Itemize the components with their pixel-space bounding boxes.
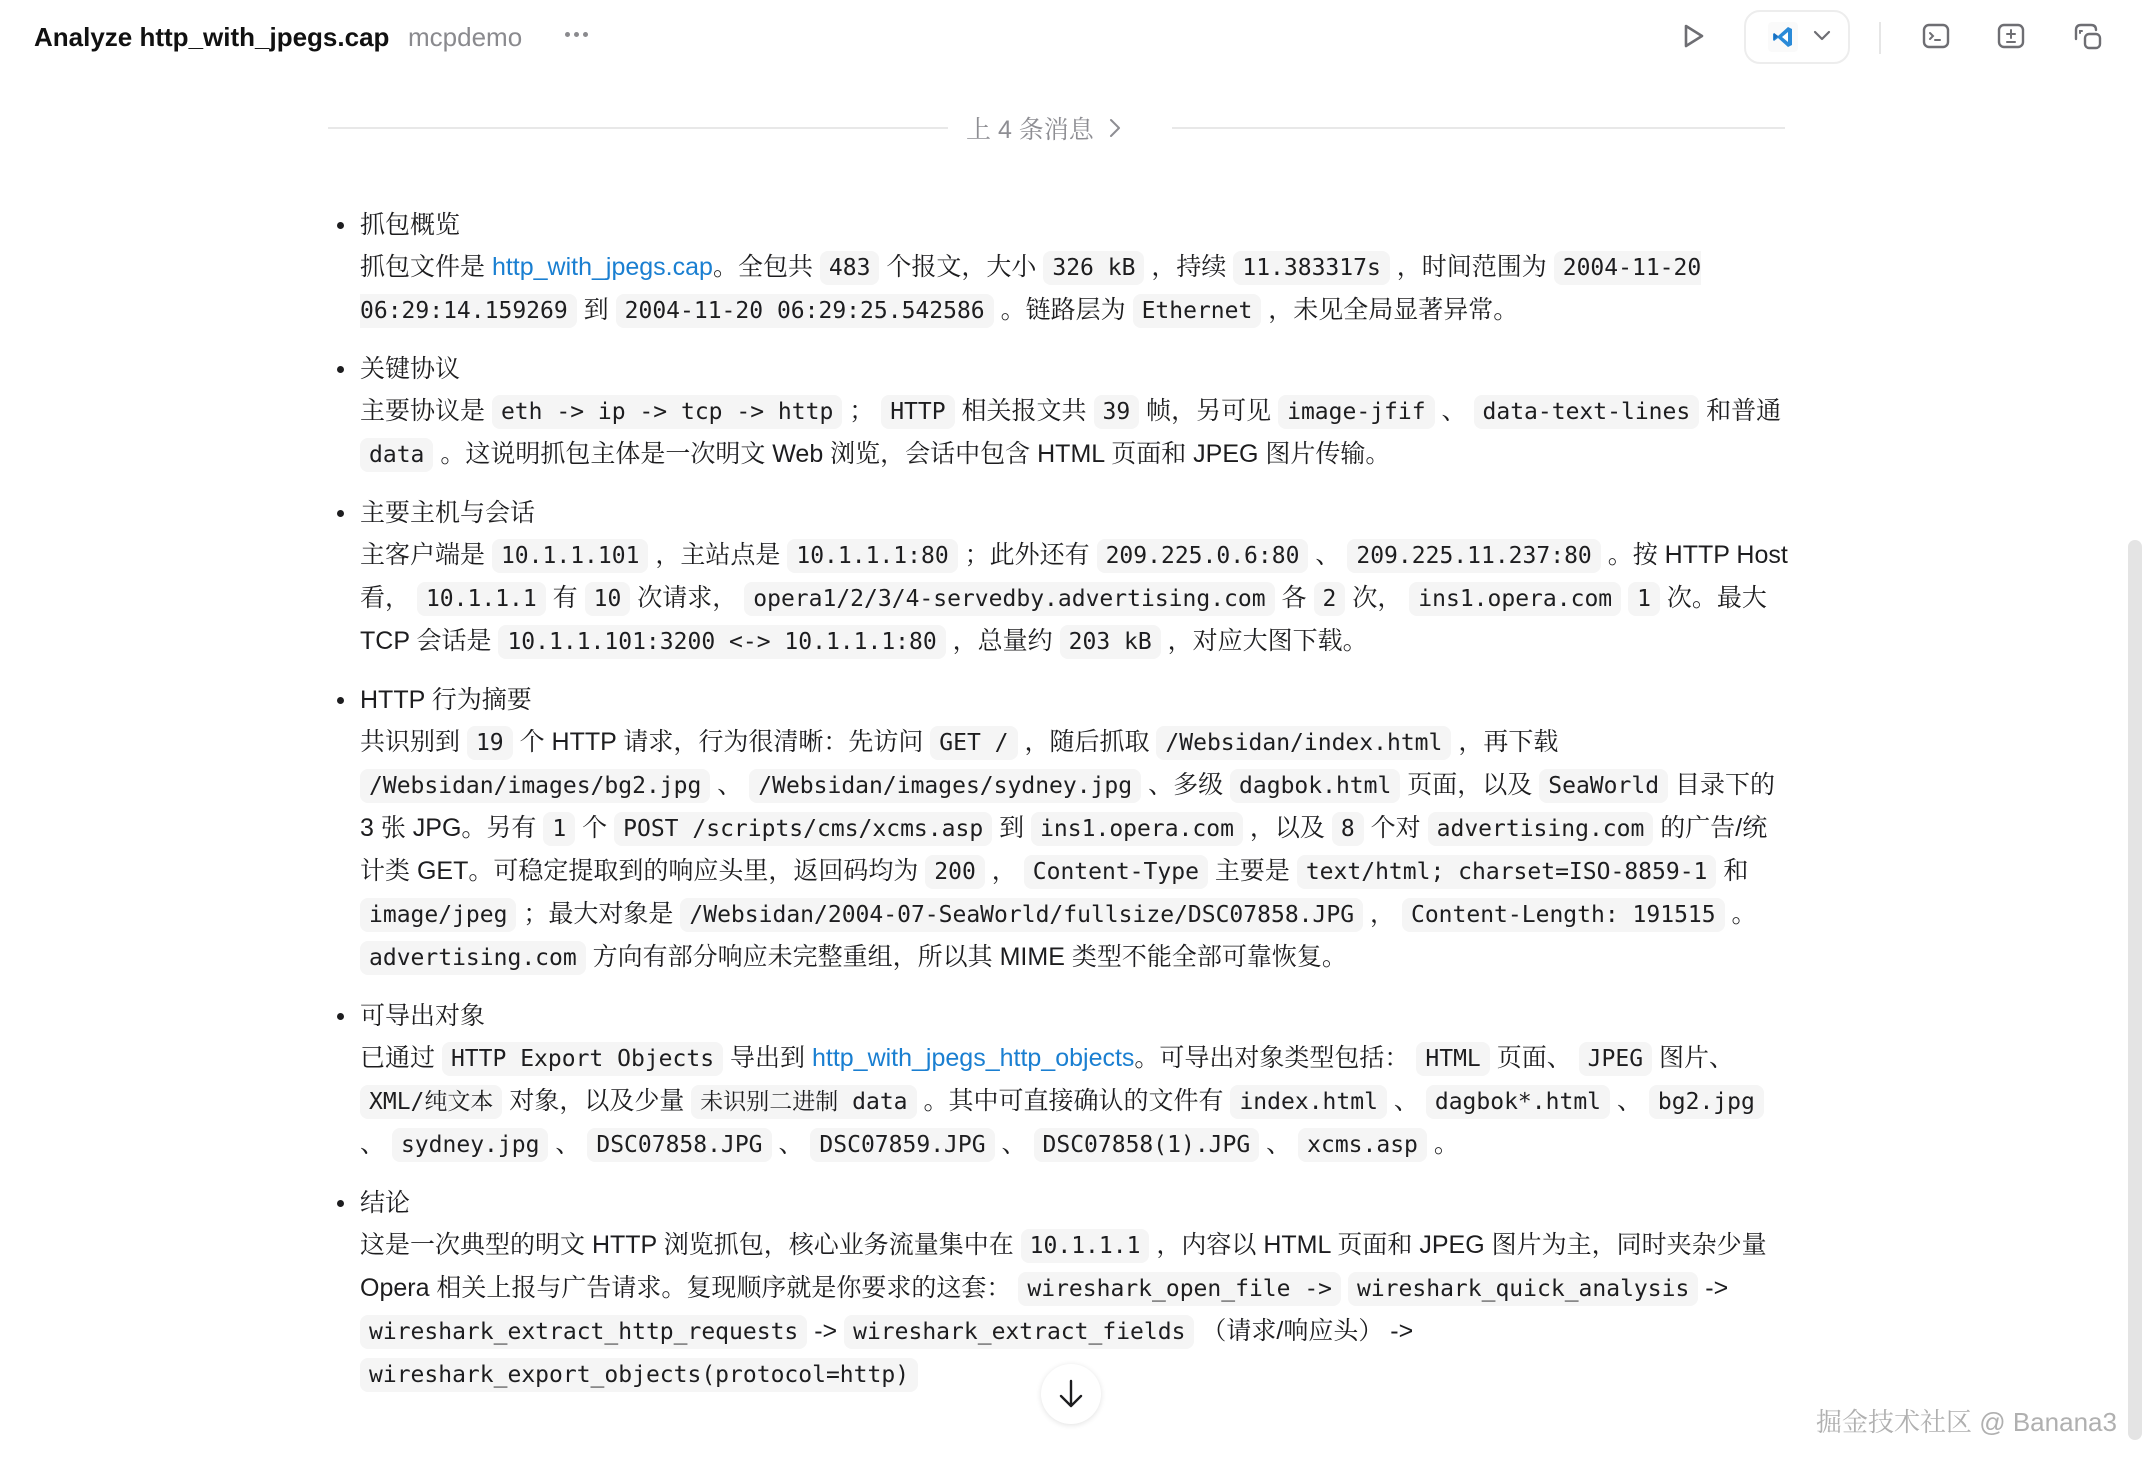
previous-messages-divider [328,108,1785,148]
text-run: 到 [992,814,1032,842]
inline-code: wireshark_quick_analysis [1348,1272,1698,1306]
text-run: 。其中可直接确认的文件有 [916,1087,1231,1115]
inline-code: POST /scripts/cms/xcms.asp [614,812,992,846]
text-run: 主要是 [1207,857,1297,885]
text-run: 。这说明抓包主体是一次明文 Web 浏览，会话中包含 HTML 页面和 JPEG 图片传输。 [433,440,1391,468]
text-run: 的广告/统计类 GET。可稳定提取到的响应头里，返回码均为 [360,814,1768,885]
bullet [337,222,344,229]
text-run: 、 [360,1130,392,1158]
inline-code: data [360,438,433,472]
text-run: ，总量约 [945,627,1060,655]
text-run: ，主站点是 [648,541,788,569]
inline-code: index.html [1230,1085,1386,1119]
copy-window-icon [2072,21,2104,51]
copy-window-button[interactable] [2072,20,2104,52]
text-run: ，以及 [1242,814,1332,842]
ellipsis-icon [565,32,570,37]
inline-code: 19 [467,726,513,760]
inline-code: 200 [925,855,985,889]
text-run: 个对 [1363,814,1428,842]
section-hosts-sessions [330,492,1790,663]
text-run: 已通过 [360,1044,442,1072]
inline-code: DSC07858.JPG [587,1128,771,1162]
text-run: 次， [1345,584,1410,612]
inline-code: opera1/2/3/4-servedby.advertising.com [744,582,1274,616]
text-run: 、 [1610,1087,1649,1115]
text-run: 主要协议是 [360,397,492,425]
inline-code: /Websidan/index.html [1156,726,1451,760]
inline-code: eth -> ip -> tcp -> http [492,395,842,429]
text-run: 。 [1426,1130,1459,1158]
text-run: 页面，以及 [1400,771,1540,799]
inline-code: 11.383317s [1233,251,1389,285]
bullet [337,697,344,704]
text-run: 次请求， [630,584,745,612]
text-run: 有 [545,584,585,612]
text-run: 和 [1716,857,1749,885]
inline-code: dagbok*.html [1426,1085,1610,1119]
inline-code: 10.1.1.101 [492,539,648,573]
text-run: 帧，另可见 [1139,397,1279,425]
show-previous-messages-button[interactable] [966,108,1122,148]
inline-code: /Websidan/2004-07-SeaWorld/fullsize/DSC07858.JPG [680,898,1363,932]
section-conclusion [330,1182,1790,1396]
text-run: ，对应大图下载。 [1160,627,1368,655]
inline-code: JPEG [1579,1042,1652,1076]
text-run: 这是一次典型的明文 HTTP 浏览抓包，核心业务流量集中在 [360,1231,1021,1259]
inline-code: Ethernet [1133,294,1262,328]
inline-code: 209.225.0.6:80 [1097,539,1309,573]
text-run: 。全包共 [712,253,820,281]
section-title: 结论 [360,1189,411,1217]
text-run: ，内容以 HTML 页面和 JPEG 图片为主，同时夹杂少量 Opera 相关上报与广告请求。复现顺序就是你要求的这套： [360,1231,1767,1302]
inline-code: 1 [1628,582,1660,616]
section-key-protocols [330,348,1790,476]
text-run: 次。最大 TCP 会话是 [360,584,1767,655]
section-http-summary [330,679,1790,979]
inline-code: wireshark_open_file -> [1018,1272,1341,1306]
more-options-button[interactable] [560,14,592,54]
inline-code: 10.1.1.1:80 [787,539,957,573]
text-run: 、 [771,1130,811,1158]
inline-code: 1 [543,812,575,846]
open-in-editor-dropdown[interactable] [1744,10,1850,64]
text-run: 、 [710,771,750,799]
file-link[interactable]: http_with_jpegs.cap [491,253,713,281]
inline-code: text/html; charset=ISO-8859-1 [1297,855,1717,889]
bullet [337,510,344,517]
text-run [1341,1274,1348,1302]
section-body [360,390,1790,476]
inline-code: image/jpeg [360,898,516,932]
divider-line [328,127,948,129]
inline-code: 8 [1332,812,1364,846]
inline-code: HTTP [881,395,954,429]
assistant-message [330,204,1790,1412]
text-run: 共识别到 [360,728,467,756]
inline-code: 10.1.1.1 [417,582,546,616]
inline-code: wireshark_extract_fields [844,1315,1194,1349]
ellipsis-dot [574,32,579,37]
terminal-button[interactable] [1920,20,1952,52]
inline-code: HTML [1416,1042,1489,1076]
inline-code: Content-Length: 191515 [1402,898,1725,932]
terminal-icon [1921,21,1951,51]
toolbar-divider [1879,22,1881,54]
inline-code: 326 kB [1043,251,1144,285]
inline-code: DSC07859.JPG [810,1128,994,1162]
section-title: 抓包概览 [360,211,461,239]
text-run: 页面、 [1489,1044,1579,1072]
inline-code: ins1.opera.com [1031,812,1243,846]
inline-code: Content-Type [1024,855,1208,889]
project-name[interactable]: mcpdemo [408,22,523,52]
inline-code: 10.1.1.101:3200 <-> 10.1.1.1:80 [498,625,945,659]
inline-code: 2004-11-20 06:29:25.542586 [616,294,994,328]
text-run: 、 [548,1130,588,1158]
section-body [360,1037,1790,1166]
inline-code: HTTP Export Objects [442,1042,723,1076]
text-run: 个 HTTP 请求，行为很清晰：先访问 [512,728,931,756]
inline-code: sydney.jpg [392,1128,548,1162]
text-run: ，时间范围为 [1389,253,1554,281]
section-title: 主要主机与会话 [360,499,536,527]
arrow-down-icon [1056,1377,1086,1411]
section-title: HTTP 行为摘要 [360,686,532,714]
conversation-title: Analyze http_with_jpegs.cap [34,22,390,52]
text-run: ；最大对象是 [516,900,681,928]
inline-code: 203 kB [1060,625,1161,659]
text-run: ，再下载 [1451,728,1559,756]
inline-code: data-text-lines [1474,395,1700,429]
text-run: 、 [994,1130,1034,1158]
section-body [360,721,1790,979]
inline-code: 未识别二进制 data [691,1085,916,1119]
text-run: （请求/响应头） -> [1194,1317,1414,1345]
bullet [337,366,344,373]
text-run: 个 [575,814,615,842]
text-run: 导出到 [723,1044,812,1072]
inline-code: 2004-11-20 06:29:14.159269 [360,251,1701,328]
text-run: ，持续 [1144,253,1234,281]
text-run: 。按 HTTP Host 看， [360,541,1788,612]
section-title: 关键协议 [360,355,461,383]
inline-code: 483 [820,251,880,285]
inline-code: DSC07858(1).JPG [1034,1128,1260,1162]
inline-code: /Websidan/images/bg2.jpg [360,769,710,803]
text-run: -> [1698,1274,1729,1302]
top-bar [0,0,2142,78]
text-run: 、 [1308,541,1348,569]
text-run: 方向有部分响应未完整重组，所以其 MIME 类型不能全部可靠恢复。 [585,943,1347,971]
section-body [360,534,1790,663]
bullet [337,1200,344,1207]
ellipsis-dot [583,32,588,37]
text-run: 。 [1724,900,1757,928]
inline-code: XML/纯文本 [360,1085,502,1119]
text-run: 目录下的 3 张 JPG。另有 [360,771,1775,842]
inline-code: /Websidan/images/sydney.jpg [749,769,1141,803]
inline-code: xcms.asp [1298,1128,1427,1162]
inline-code: advertising.com [360,941,586,975]
divider-line [1172,127,1785,129]
text-run: ，随后抓取 [1017,728,1157,756]
text-run: 主客户端是 [360,541,492,569]
section-title: 可导出对象 [360,1002,486,1030]
inline-code: dagbok.html [1230,769,1400,803]
inline-code: SeaWorld [1539,769,1668,803]
text-run: 。可导出对象类型包括： [1134,1044,1417,1072]
diff-icon [1996,21,2026,51]
text-run: 到 [576,296,616,324]
scroll-to-bottom-button[interactable] [1041,1364,1101,1424]
text-run: ， [1363,900,1402,928]
text-run: ，未见全局显著异常。 [1261,296,1519,324]
text-run: 相关报文共 [954,397,1094,425]
text-run: 抓包文件是 [360,253,492,281]
text-run: 、多级 [1141,771,1231,799]
watermark: 掘金技术社区 @ Banana3 [1816,1407,2117,1437]
inline-code: wireshark_extract_http_requests [360,1315,807,1349]
chevron-right-icon [1108,117,1122,139]
inline-code: advertising.com [1428,812,1654,846]
text-run: 对象，以及少量 [502,1087,692,1115]
run-button[interactable] [1678,20,1710,52]
inline-code: ins1.opera.com [1409,582,1621,616]
inline-code: bg2.jpg [1649,1085,1764,1119]
text-run: 和普通 [1699,397,1782,425]
text-run: 、 [1386,1087,1426,1115]
inline-code: image-jfif [1278,395,1434,429]
section-body [360,246,1790,332]
text-run: ， [984,857,1024,885]
play-icon [1681,22,1707,50]
chevron-down-icon [1812,28,1832,47]
bullet [337,1013,344,1020]
inline-code: 2 [1314,582,1346,616]
inline-code: GET / [930,726,1017,760]
inline-code: 10.1.1.1 [1021,1229,1150,1263]
text-run: 各 [1274,584,1314,612]
previous-messages-label: 上 4 条消息 [966,116,1094,144]
section-capture-overview [330,204,1790,332]
file-link[interactable]: http_with_jpegs_http_objects [811,1044,1135,1072]
text-run: ；此外还有 [957,541,1097,569]
inline-code: wireshark_export_objects(protocol=http) [360,1358,918,1392]
section-exportable-objects [330,995,1790,1166]
inline-code: 39 [1094,395,1140,429]
text-run: -> [807,1317,845,1345]
text-run: 。链路层为 [993,296,1133,324]
text-run: ； [842,397,882,425]
text-run: 、 [1259,1130,1299,1158]
text-run: 、 [1434,397,1474,425]
inline-code: 10 [585,582,631,616]
vertical-scrollbar[interactable] [2128,540,2142,1440]
text-run: 图片、 [1652,1044,1735,1072]
text-run: 个报文，大小 [879,253,1044,281]
diff-button[interactable] [1995,20,2027,52]
vscode-icon [1768,22,1798,52]
inline-code: 209.225.11.237:80 [1347,539,1600,573]
